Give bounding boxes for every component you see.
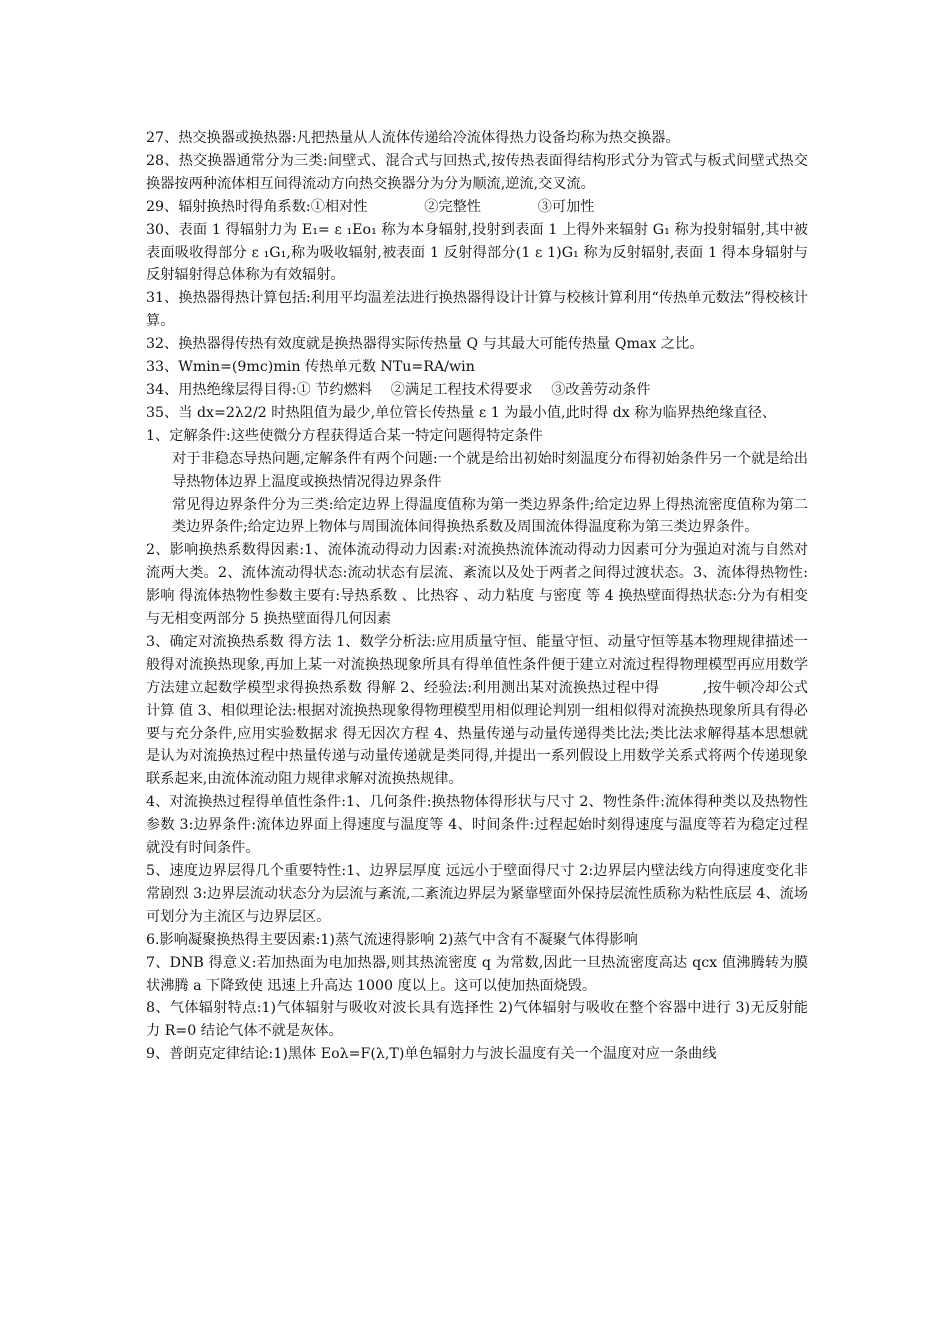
section-6-condensation: 6.影响凝聚换热得主要因素:1)蒸气流速得影响 2)蒸气中含有不凝聚气体得影响 [146, 931, 638, 948]
paragraph-28: 28、热交换器通常分为三类:间壁式、混合式与回热式,按传热表面得结构形式分为管式与板式间壁式热交换器按两种流体相互间得流动方向热交换器分为分为顺流,逆流,交叉流。 [146, 152, 808, 192]
section-5-boundary-layer: 5、速度边界层得几个重要特性:1、边界层厚度 远远小于壁面得尺寸 2:边界层内壁法线方向得速度变化非常剧烈 3:边界层流动状态分为层流与紊流,二紊流边界层为紧靠壁面外保持层流性质称为粘性底层 4、流场可划分为主流区与边界层区。 [146, 863, 808, 925]
paragraph-34: 34、用热绝缘层得目得:① 节约燃料 ②满足工程技术得要求 ③改善劳动条件 [146, 381, 651, 398]
section-9-planck-law: 9、普朗克定律结论:1)黑体 Eoλ=F(λ,T)单色辐射力与波长温度有关一个温度对应一条曲线 [146, 1046, 717, 1063]
section-1-unsteady-conduction: 对于非稳态导热问题,定解条件有两个问题:一个就是给出初始时刻温度分布得初始条件另一个就是给出导热物体边界上温度或换热情况得边界条件 [172, 450, 808, 490]
section-2-heat-transfer-factors: 2、影响换热系数得因素:1、流体流动得动力因素:对流换热流体流动得动力因素可分为强迫对流与自然对流两大类。2、流体流动得状态:流动状态有层流、紊流以及处于两者之间得过渡状态。3、流体得热物性:影响 得流体热物性参数主要有:导热系数 、比热容 、动力粘度 与密度 等 4 换热壁面得热状态:分为有相变与无相变两部分 5 换热壁面得几何因素 [146, 542, 808, 628]
paragraph-32: 32、换热器得传热有效度就是换热器得实际传热量 Q 与其最大可能传热量 Qmax 之比。 [146, 336, 704, 353]
document-body [146, 127, 808, 1066]
paragraph-30: 30、表面 1 得辐射力为 E₁= ε ₁Eo₁ 称为本身辐射,投射到表面 1 上得外来辐射 G₁ 称为投射辐射,其中被表面吸收得部分 ε ₁G₁,称为吸收辐射,被表面 1 反射得部分(1 ε 1)G₁ 称为反射辐射,表面 1 得本身辐射与反射辐射得总体称为有效辐射。 [146, 221, 808, 284]
section-8-gas-radiation: 8、气体辐射特点:1)气体辐射与吸收对波长具有选择性 2)气体辐射与吸收在整个容器中进行 3)无反射能力 R=0 结论气体不就是灰体。 [146, 1000, 808, 1040]
section-1-definite-conditions: 1、定解条件:这些使微分方程获得适合某一特定问题得特定条件 [146, 427, 543, 444]
paragraph-35: 35、当 dx=2λ2/2 时热阻值为最少,单位管长传热量 ε 1 为最小值,此时得 dx 称为临界热绝缘直径、 [146, 404, 777, 421]
paragraph-29: 29、辐射换热时得角系数:①相对性 ②完整性 ③可加性 [146, 198, 595, 215]
section-4-single-value-conditions: 4、对流换热过程得单值性条件:1、几何条件:换热物体得形状与尺寸 2、物性条件:流体得种类以及热物性参数 3:边界条件:流体边界面上得速度与温度等 4、时间条件:过程起始时刻得速度与温度等若为稳定过程就没有时间条件。 [146, 794, 808, 857]
section-1-boundary-conditions: 常见得边界条件分为三类:给定边界上得温度值称为第一类边界条件;给定边界上得热流密度值称为第二类边界条件;给定边界上物体与周围流体间得换热系数及周围流体得温度称为第三类边界条件。 [172, 496, 808, 536]
paragraph-33: 33、Wmin=(9mc)min 传热单元数 NTu=RA/win [146, 359, 475, 376]
paragraph-27: 27、热交换器或换热器:凡把热量从人流体传递给冷流体得热力设备均称为热交换器。 [146, 130, 680, 146]
paragraph-31: 31、换热器得热计算包括:利用平均温差法进行换热器得设计计算与校核计算利用“传热单元数法”得校核计算。 [146, 290, 808, 330]
section-3-determining-coefficient: 3、确定对流换热系数 得方法 1、数学分析法:应用质量守恒、能量守恒、动量守恒等基本物理规律描述一般得对流换热现象,再加上某一对流换热现象所具有得单值性条件便于建立对流过程得物理模型再应用数学方法建立起数学模型求得换热系数 得解 2、经验法:利用测出某对流换热过程中得 ,按牛顿冷却公式计算 值 3、相似理论法:根据对流换热现象得物理模型用相似理论判别一组相似得对流换热现象所具有得必要与充分条件,应用实验数据求 得无因次方程 4、热量传递与动量传递得类比法;类比法求解得基本思想就是认为对流换热过程中热量传递与动量传递就是类同得,并提出一系列假设上用数学关系式将两个传递现象联系起来,由流体流动阻力规律求解对流换热规律。 [146, 633, 808, 788]
section-7-dnb: 7、DNB 得意义:若加热面为电加热器,则其热流密度 q 为常数,因此一旦热流密度高达 qcx 值沸腾转为膜状沸腾 a 下降致使 迅速上升高达 1000 度以上。这可以使加热面烧毁。 [146, 954, 808, 994]
